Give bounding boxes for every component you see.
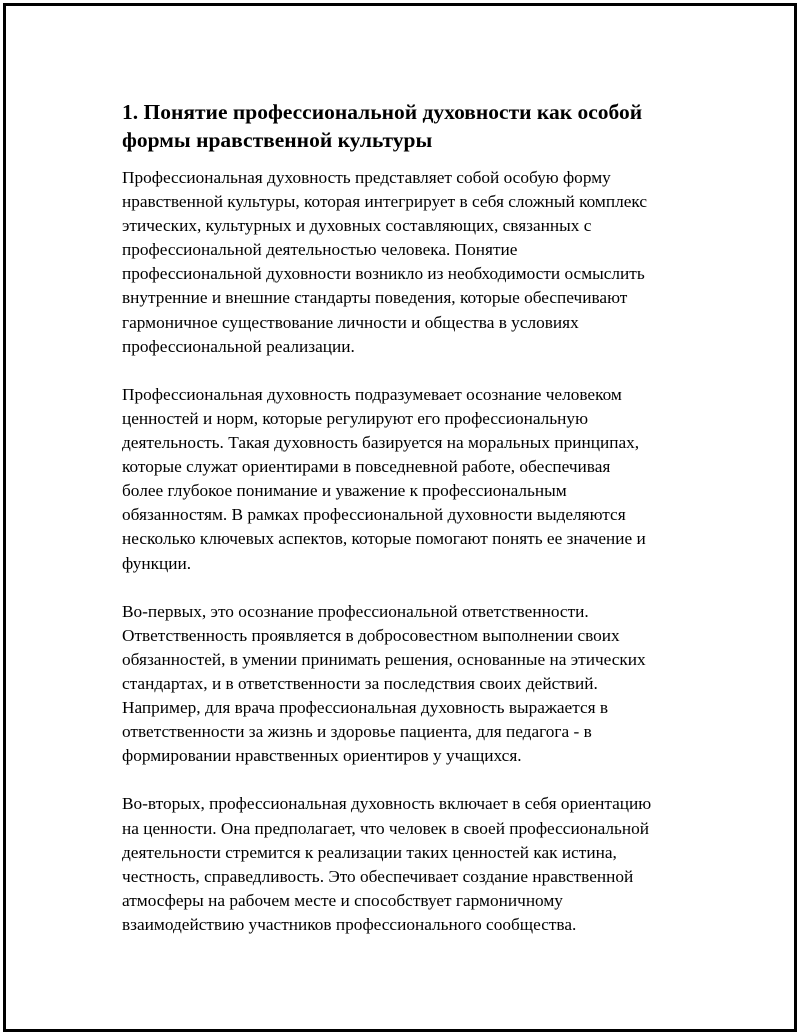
heading-line: формы нравственной культуры bbox=[122, 128, 433, 152]
paragraph-4 bbox=[122, 792, 696, 937]
text-line: внутренние и внешние стандарты поведения, которые обеспечивают bbox=[122, 288, 628, 308]
page-frame bbox=[3, 3, 797, 1032]
text-line: более глубокое понимание и уважение к профессиональным bbox=[122, 481, 567, 501]
text-line: функции. bbox=[122, 553, 192, 573]
section-heading bbox=[122, 98, 696, 154]
document-body bbox=[122, 98, 696, 961]
text-line: обязанностей, в умении принимать решения, основанные на этических bbox=[122, 649, 646, 669]
text-line: нравственной культуры, которая интегрирует в себя сложный комплекс bbox=[122, 192, 648, 212]
text-line: Во-вторых, профессиональная духовность включает в себя ориентацию bbox=[122, 794, 652, 814]
text-line: гармоничное существование личности и общества в условиях bbox=[122, 312, 579, 332]
text-line: стандартах, и в ответственности за последствия своих действий. bbox=[122, 673, 598, 693]
text-line: профессиональной реализации. bbox=[122, 336, 355, 356]
paragraph-1 bbox=[122, 166, 696, 359]
text-line: обязанностям. В рамках профессиональной духовности выделяются bbox=[122, 505, 626, 525]
text-line: честность, справедливость. Это обеспечивает создание нравственной bbox=[122, 866, 634, 886]
text-line: ценностей и норм, которые регулируют его профессиональную bbox=[122, 408, 588, 428]
text-line: которые служат ориентирами в повседневной работе, обеспечивая bbox=[122, 457, 611, 477]
text-line: этических, культурных и духовных составляющих, связанных с bbox=[122, 216, 592, 236]
text-line: на ценности. Она предполагает, что человек в своей профессиональной bbox=[122, 818, 650, 838]
text-line: Ответственность проявляется в добросовестном выполнении своих bbox=[122, 625, 620, 645]
text-line: Во-первых, это осознание профессиональной ответственности. bbox=[122, 601, 589, 621]
paragraph-3 bbox=[122, 600, 696, 769]
text-line: ответственности за жизнь и здоровье пациента, для педагога - в bbox=[122, 722, 592, 742]
text-line: Например, для врача профессиональная духовность выражается в bbox=[122, 698, 609, 718]
text-line: профессиональной духовности возникло из необходимости осмыслить bbox=[122, 264, 645, 284]
text-line: несколько ключевых аспектов, которые помогают понять ее значение и bbox=[122, 529, 646, 549]
text-line: Профессиональная духовность представляет собой особую форму bbox=[122, 168, 611, 187]
heading-line: 1. Понятие профессиональной духовности как особой bbox=[122, 100, 643, 124]
text-line: атмосферы на рабочем месте и способствует гармоничному bbox=[122, 890, 563, 910]
text-line: деятельность. Такая духовность базируется на моральных принципах, bbox=[122, 433, 640, 453]
text-line: профессиональной деятельностью человека. Понятие bbox=[122, 240, 518, 260]
text-line: Профессиональная духовность подразумевает осознание человеком bbox=[122, 384, 622, 404]
text-line: взаимодействию участников профессионального сообщества. bbox=[122, 914, 577, 934]
paragraph-2 bbox=[122, 383, 696, 576]
text-line: деятельности стремится к реализации таких ценностей как истина, bbox=[122, 842, 617, 862]
text-line: формировании нравственных ориентиров у учащихся. bbox=[122, 746, 522, 766]
